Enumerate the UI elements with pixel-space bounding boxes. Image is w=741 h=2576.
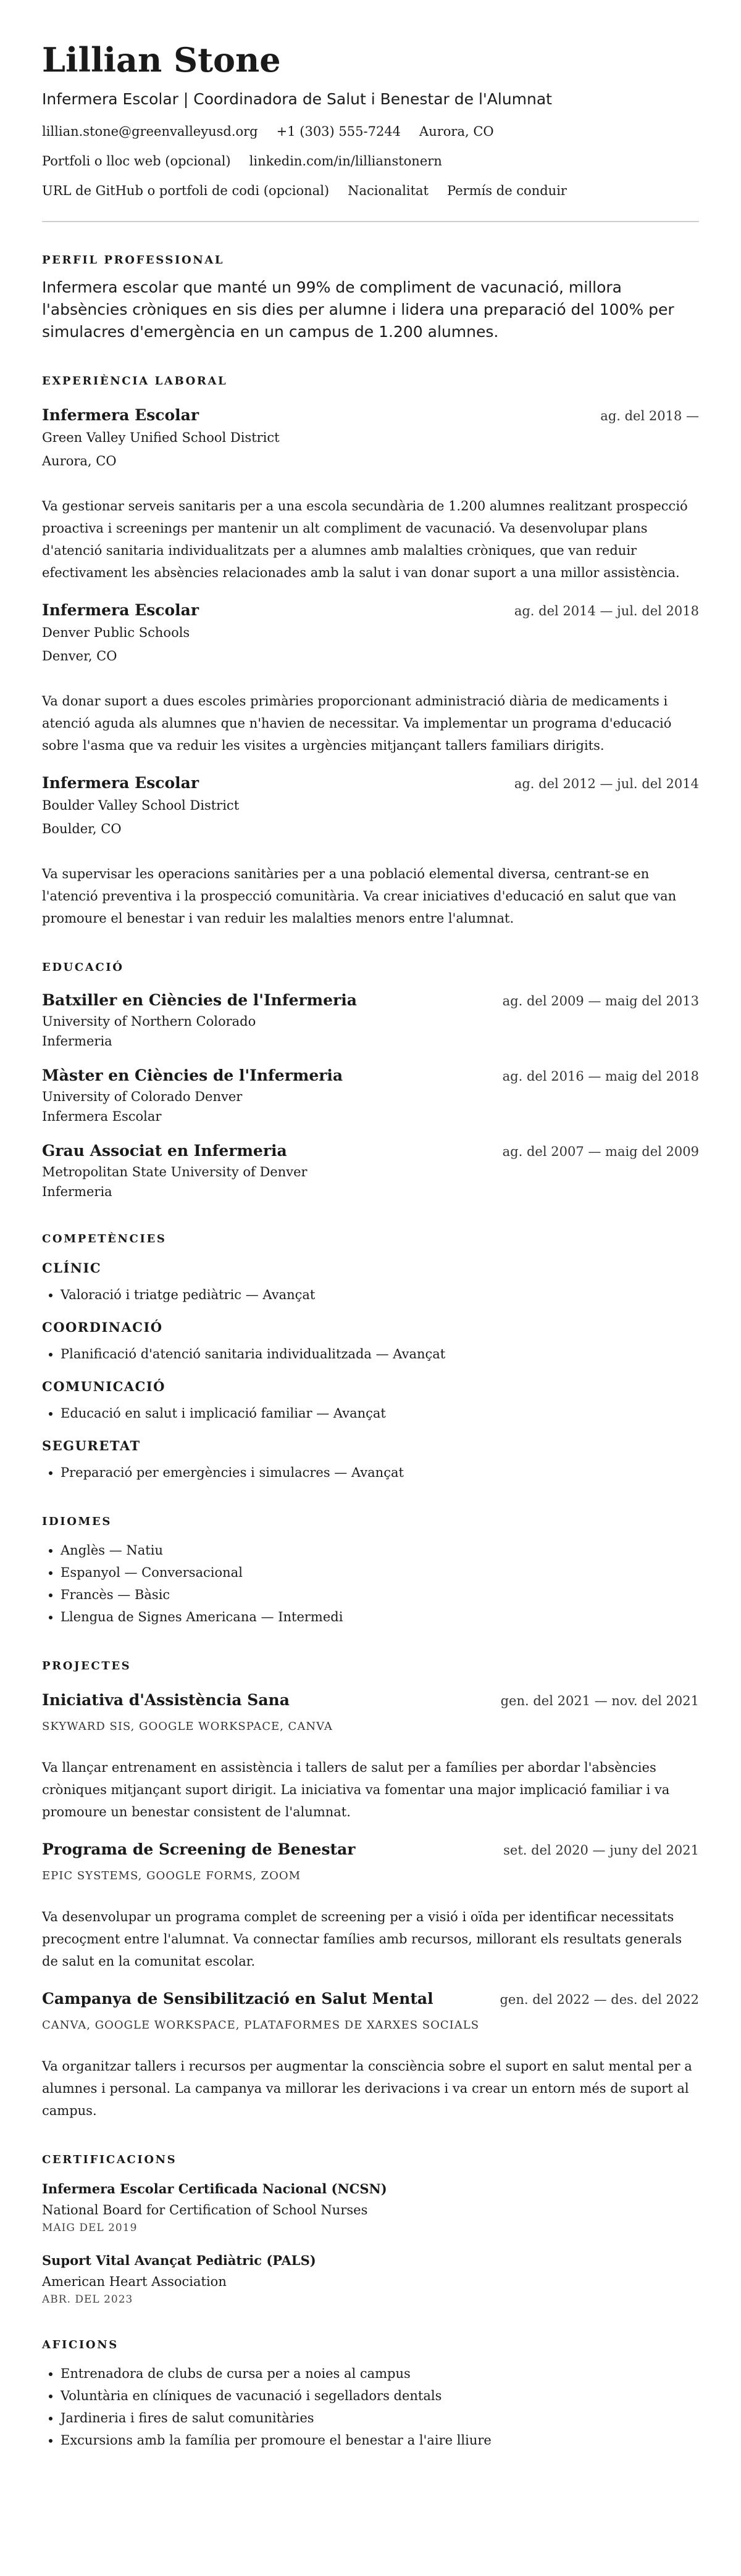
header-divider [42, 221, 699, 222]
education-entry [42, 1141, 699, 1201]
certification-date: MAIG DEL 2019 [42, 2222, 138, 2234]
degree-dates: ag. del 2007 — maig del 2009 [502, 1144, 699, 1159]
school-name: University of Colorado Denver [42, 1089, 243, 1104]
hobby-item: • Entrenadora de clubs de cursa per a noies al campus [61, 2362, 699, 2385]
languages-title: IDIOMES [42, 1515, 112, 1528]
job-location: Denver, CO [42, 649, 117, 663]
job-employer: Green Valley Unified School District [42, 430, 280, 445]
summary-section [42, 253, 699, 343]
job-dates: ag. del 2018 — [600, 409, 699, 423]
language-item: • Francès — Bàsic [61, 1584, 699, 1606]
skill-category: COORDINACIÓ [42, 1319, 163, 1335]
job-description: Va supervisar les operacions sanitàries per a una població elemental diversa, centrant-se en l'atenció preventiva i la prospecció comunitària. Va crear iniciatives d'educació en salut que van promoure el benestar i van reduir les malalties menors entre l'alumnat. [42, 866, 677, 926]
job-location: Aurora, CO [42, 454, 117, 468]
job-title: Infermera Escolar [42, 601, 199, 619]
hobby-list [42, 2362, 699, 2451]
language-list [42, 1539, 699, 1628]
certification-issuer: American Heart Association [42, 2274, 227, 2289]
contact-github[interactable]: URL de GitHub o portfoli de codi (opcional) [42, 183, 330, 198]
project-tech: EPIC SYSTEMS, GOOGLE FORMS, ZOOM [42, 1869, 301, 1882]
project-entry [42, 1839, 699, 1972]
skills-title: COMPETÈNCIES [42, 1232, 167, 1245]
summary-title: PERFIL PROFESSIONAL [42, 254, 225, 267]
certification-date: ABR. DEL 2023 [42, 2293, 133, 2306]
hobbies-title: AFICIONS [42, 2338, 119, 2351]
skill-group [42, 1377, 699, 1424]
skill-item: • Educació en salut i implicació familiar — Avançat [61, 1402, 699, 1424]
experience-entry [42, 600, 699, 757]
study-field: Infermeria [42, 1184, 112, 1199]
language-item: • Llengua de Signes Americana — Intermedi [61, 1606, 699, 1628]
projects-section [42, 1659, 699, 2122]
experience-section [42, 374, 699, 929]
language-item: • Anglès — Natiu [61, 1539, 699, 1561]
job-location: Boulder, CO [42, 821, 122, 836]
job-title: Infermera Escolar [42, 406, 199, 424]
certifications-section [42, 2153, 699, 2307]
education-entry [42, 990, 699, 1050]
skill-list [42, 1284, 699, 1306]
resume-header [42, 38, 699, 222]
candidate-name: Lillian Stone [42, 40, 281, 80]
school-name: Metropolitan State University of Denver [42, 1165, 308, 1179]
education-entry [42, 1065, 699, 1126]
skill-category: CLÍNIC [42, 1260, 102, 1276]
skill-group [42, 1259, 699, 1306]
job-description: Va donar suport a dues escoles primàries proporcionant administració diària de medicaments i atenció aguda als alumnes que n'havien de necessitar. Va implementar un programa d'educació sobre l'asma que va reduir les visites a urgències mitjançant tallers familiars dirigits. [42, 694, 672, 753]
degree-title: Batxiller en Ciències de l'Infermeria [42, 991, 357, 1009]
project-dates: gen. del 2021 — nov. del 2021 [500, 1693, 699, 1708]
job-dates: ag. del 2012 — jul. del 2014 [514, 776, 699, 791]
contact-row-extra [42, 181, 699, 200]
experience-entry [42, 773, 699, 929]
certification-issuer: National Board for Certification of School Nurses [42, 2203, 368, 2217]
project-description: Va organitzar tallers i recursos per augmentar la consciència sobre el suport en salut mental per a alumnes i personal. La campanya va millorar les derivacions i va crear un entorn més de suport al campus. [42, 2059, 692, 2118]
contact-phone[interactable]: +1 (303) 555-7244 [276, 124, 401, 139]
languages-section [42, 1514, 699, 1628]
job-employer: Boulder Valley School District [42, 798, 240, 813]
project-description: Va desenvolupar un programa complet de screening per a visió i oïda per identificar necessitats precoçment entre l'alumnat. Va connectar famílies amb recursos, millorant els resultats generals de salut en la comunitat escolar. [42, 1909, 682, 1969]
degree-dates: ag. del 2016 — maig del 2018 [502, 1069, 699, 1084]
experience-entry [42, 405, 699, 584]
candidate-headline: Infermera Escolar | Coordinadora de Salut i Benestar de l'Alumnat [42, 90, 552, 108]
certification-entry [42, 2251, 699, 2307]
skill-item: • Valoració i triatge pediàtric — Avançat [61, 1284, 699, 1306]
school-name: University of Northern Colorado [42, 1014, 256, 1029]
contact-row-primary [42, 122, 699, 141]
contact-nationality: Nacionalitat [348, 183, 429, 198]
project-entry [42, 1988, 699, 2122]
certification-entry [42, 2180, 699, 2235]
project-entry [42, 1690, 699, 1823]
job-title: Infermera Escolar [42, 774, 199, 792]
skill-group [42, 1318, 699, 1365]
hobby-item: • Voluntària en clíniques de vacunació i segelladors dentals [61, 2385, 699, 2407]
project-name: Campanya de Sensibilització en Salut Mental [42, 1990, 433, 2008]
project-dates: gen. del 2022 — des. del 2022 [500, 1992, 699, 2007]
hobby-item: • Excursions amb la família per promoure el benestar a l'aire lliure [61, 2429, 699, 2451]
job-employer: Denver Public Schools [42, 625, 190, 640]
projects-title: PROJECTES [42, 1660, 132, 1672]
skill-list [42, 1461, 699, 1484]
contact-location: Aurora, CO [419, 124, 494, 139]
education-title: EDUCACIÓ [42, 961, 124, 974]
skill-item: • Preparació per emergències i simulacres — Avançat [61, 1461, 699, 1484]
skill-group [42, 1437, 699, 1484]
skill-category: SEGURETAT [42, 1438, 141, 1453]
certification-name: Infermera Escolar Certificada Nacional (NCSN) [42, 2181, 387, 2196]
contact-email[interactable]: lillian.stone@greenvalleyusd.org [42, 124, 258, 139]
project-name: Iniciativa d'Assistència Sana [42, 1691, 290, 1709]
job-description: Va gestionar serveis sanitaris per a una escola secundària de 1.200 alumnes realitzant prospecció proactiva i screenings per mantenir un alt compliment de vacunació. Va desenvolupar plans d'atenció sanitaria individualitzats per a alumnes amb malalties cròniques, que van reduir efectivament les absències relacionades amb la salut i van donar suport a una millor assistència. [42, 499, 688, 580]
project-dates: set. del 2020 — juny del 2021 [503, 1843, 699, 1858]
contact-driving-license: Permís de conduir [447, 183, 567, 198]
hobbies-section [42, 2338, 699, 2451]
project-tech: CANVA, GOOGLE WORKSPACE, PLATAFORMES DE XARXES SOCIALS [42, 2019, 480, 2032]
language-item: • Espanyol — Conversacional [61, 1561, 699, 1584]
skill-list [42, 1343, 699, 1365]
degree-title: Grau Associat en Infermeria [42, 1142, 287, 1160]
degree-title: Màster en Ciències de l'Infermeria [42, 1066, 343, 1084]
skills-section [42, 1232, 699, 1484]
skill-item: • Planificació d'atenció sanitaria individualitzada — Avançat [61, 1343, 699, 1365]
certification-name: Suport Vital Avançat Pediàtric (PALS) [42, 2253, 316, 2268]
contact-portfolio[interactable]: Portfoli o lloc web (opcional) [42, 154, 231, 168]
summary-text: Infermera escolar que manté un 99% de compliment de vacunació, millora l'absències cròniques en sis dies per alumne i lidera una preparació del 100% per simulacres d'emergència en un campus de 1.200 alumnes. [42, 278, 674, 341]
skill-list [42, 1402, 699, 1424]
contact-linkedin[interactable]: linkedin.com/in/lillianstonern [249, 154, 442, 168]
degree-dates: ag. del 2009 — maig del 2013 [502, 994, 699, 1008]
contact-row-links [42, 152, 699, 170]
certifications-title: CERTIFICACIONS [42, 2153, 177, 2166]
study-field: Infermeria [42, 1034, 112, 1049]
education-section [42, 960, 699, 1201]
hobby-item: • Jardineria i fires de salut comunitàries [61, 2407, 699, 2429]
study-field: Infermera Escolar [42, 1109, 162, 1124]
skill-category: COMUNICACIÓ [42, 1379, 165, 1394]
project-name: Programa de Screening de Benestar [42, 1840, 356, 1858]
project-description: Va llançar entrenament en assistència i tallers de salut per a famílies per abordar l'absències cròniques mitjançant suport dirigit. La iniciativa va fomentar una major implicació familiar i va promoure un benestar consistent de l'alumnat. [42, 1760, 670, 1819]
job-dates: ag. del 2014 — jul. del 2018 [514, 604, 699, 618]
experience-title: EXPERIÈNCIA LABORAL [42, 375, 228, 388]
project-tech: SKYWARD SIS, GOOGLE WORKSPACE, CANVA [42, 1720, 333, 1733]
